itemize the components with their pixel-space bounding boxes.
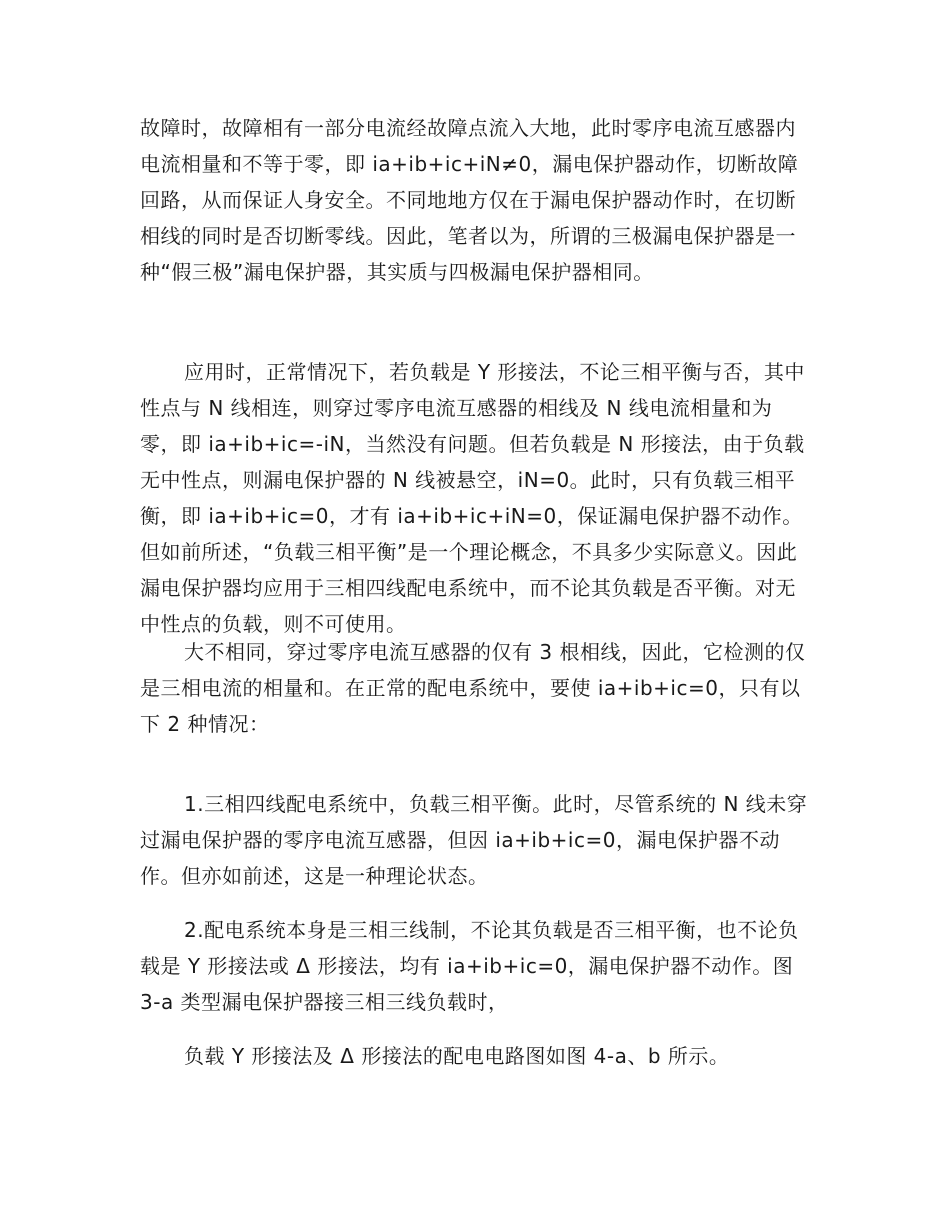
paragraph-case-1: 1.三相四线配电系统中，负载三相平衡。此时，尽管系统的 N 线未穿过漏电保护器的零序电流互感器，但因 ia+ib+ic=0，漏电保护器不动作。但亦如前述，这是一种理论状态。: [140, 792, 808, 888]
paragraph-case-2: 2.配电系统本身是三相三线制，不论其负载是否三相平衡，也不论负载是 Y 形接法或 Δ 形接法，均有 ia+ib+ic=0，漏电保护器不动作。图 3-a 类型漏电保护器接三相三线负载时，: [140, 918, 799, 1014]
paragraph-fault-current: 故障时，故障相有一部分电流经故障点流入大地，此时零序电流互感器内电流相量和不等于零，即 ia+ib+ic+iN≠0，漏电保护器动作，切断故障回路，从而保证人身安全。不同地地方仅在于漏电保护器动作时，在切断相线的同时是否切断零线。因此，笔者以为，所谓的三极漏电保护器是一种“假三极”漏电保护器，其实质与四极漏电保护器相同。: [140, 116, 799, 284]
paragraph-figure-reference: 负载 Y 形接法及 Δ 形接法的配电电路图如图 4-a、b 所示。: [184, 1044, 730, 1068]
paragraph-load-wiring: 应用时，正常情况下，若负载是 Y 形接法，不论三相平衡与否，其中性点与 N 线相连，则穿过零序电流互感器的相线及 N 线电流相量和为零，即 ia+ib+ic=-iN，当然没有问题。但若负载是 N 形接法，由于负载无中性点，则漏电保护器的 N 线被悬空，iN=0。此时，只有负载三相平衡，即 ia+ib+ic=0，才有 ia+ib+ic+iN=0，保证漏电保护器不动作。但如前所述，“负载三相平衡”是一个理论概念，不具多少实际意义。因此漏电保护器均应用于三相四线配电系统中，而不论其负载是否平衡。对无中性点的负载，则不可使用。: [140, 360, 805, 636]
paragraph-three-phase-lines: 大不相同，穿过零序电流互感器的仅有 3 根相线，因此，它检测的仅是三相电流的相量和。在正常的配电系统中，要使 ia+ib+ic=0，只有以下 2 种情况：: [140, 640, 806, 736]
